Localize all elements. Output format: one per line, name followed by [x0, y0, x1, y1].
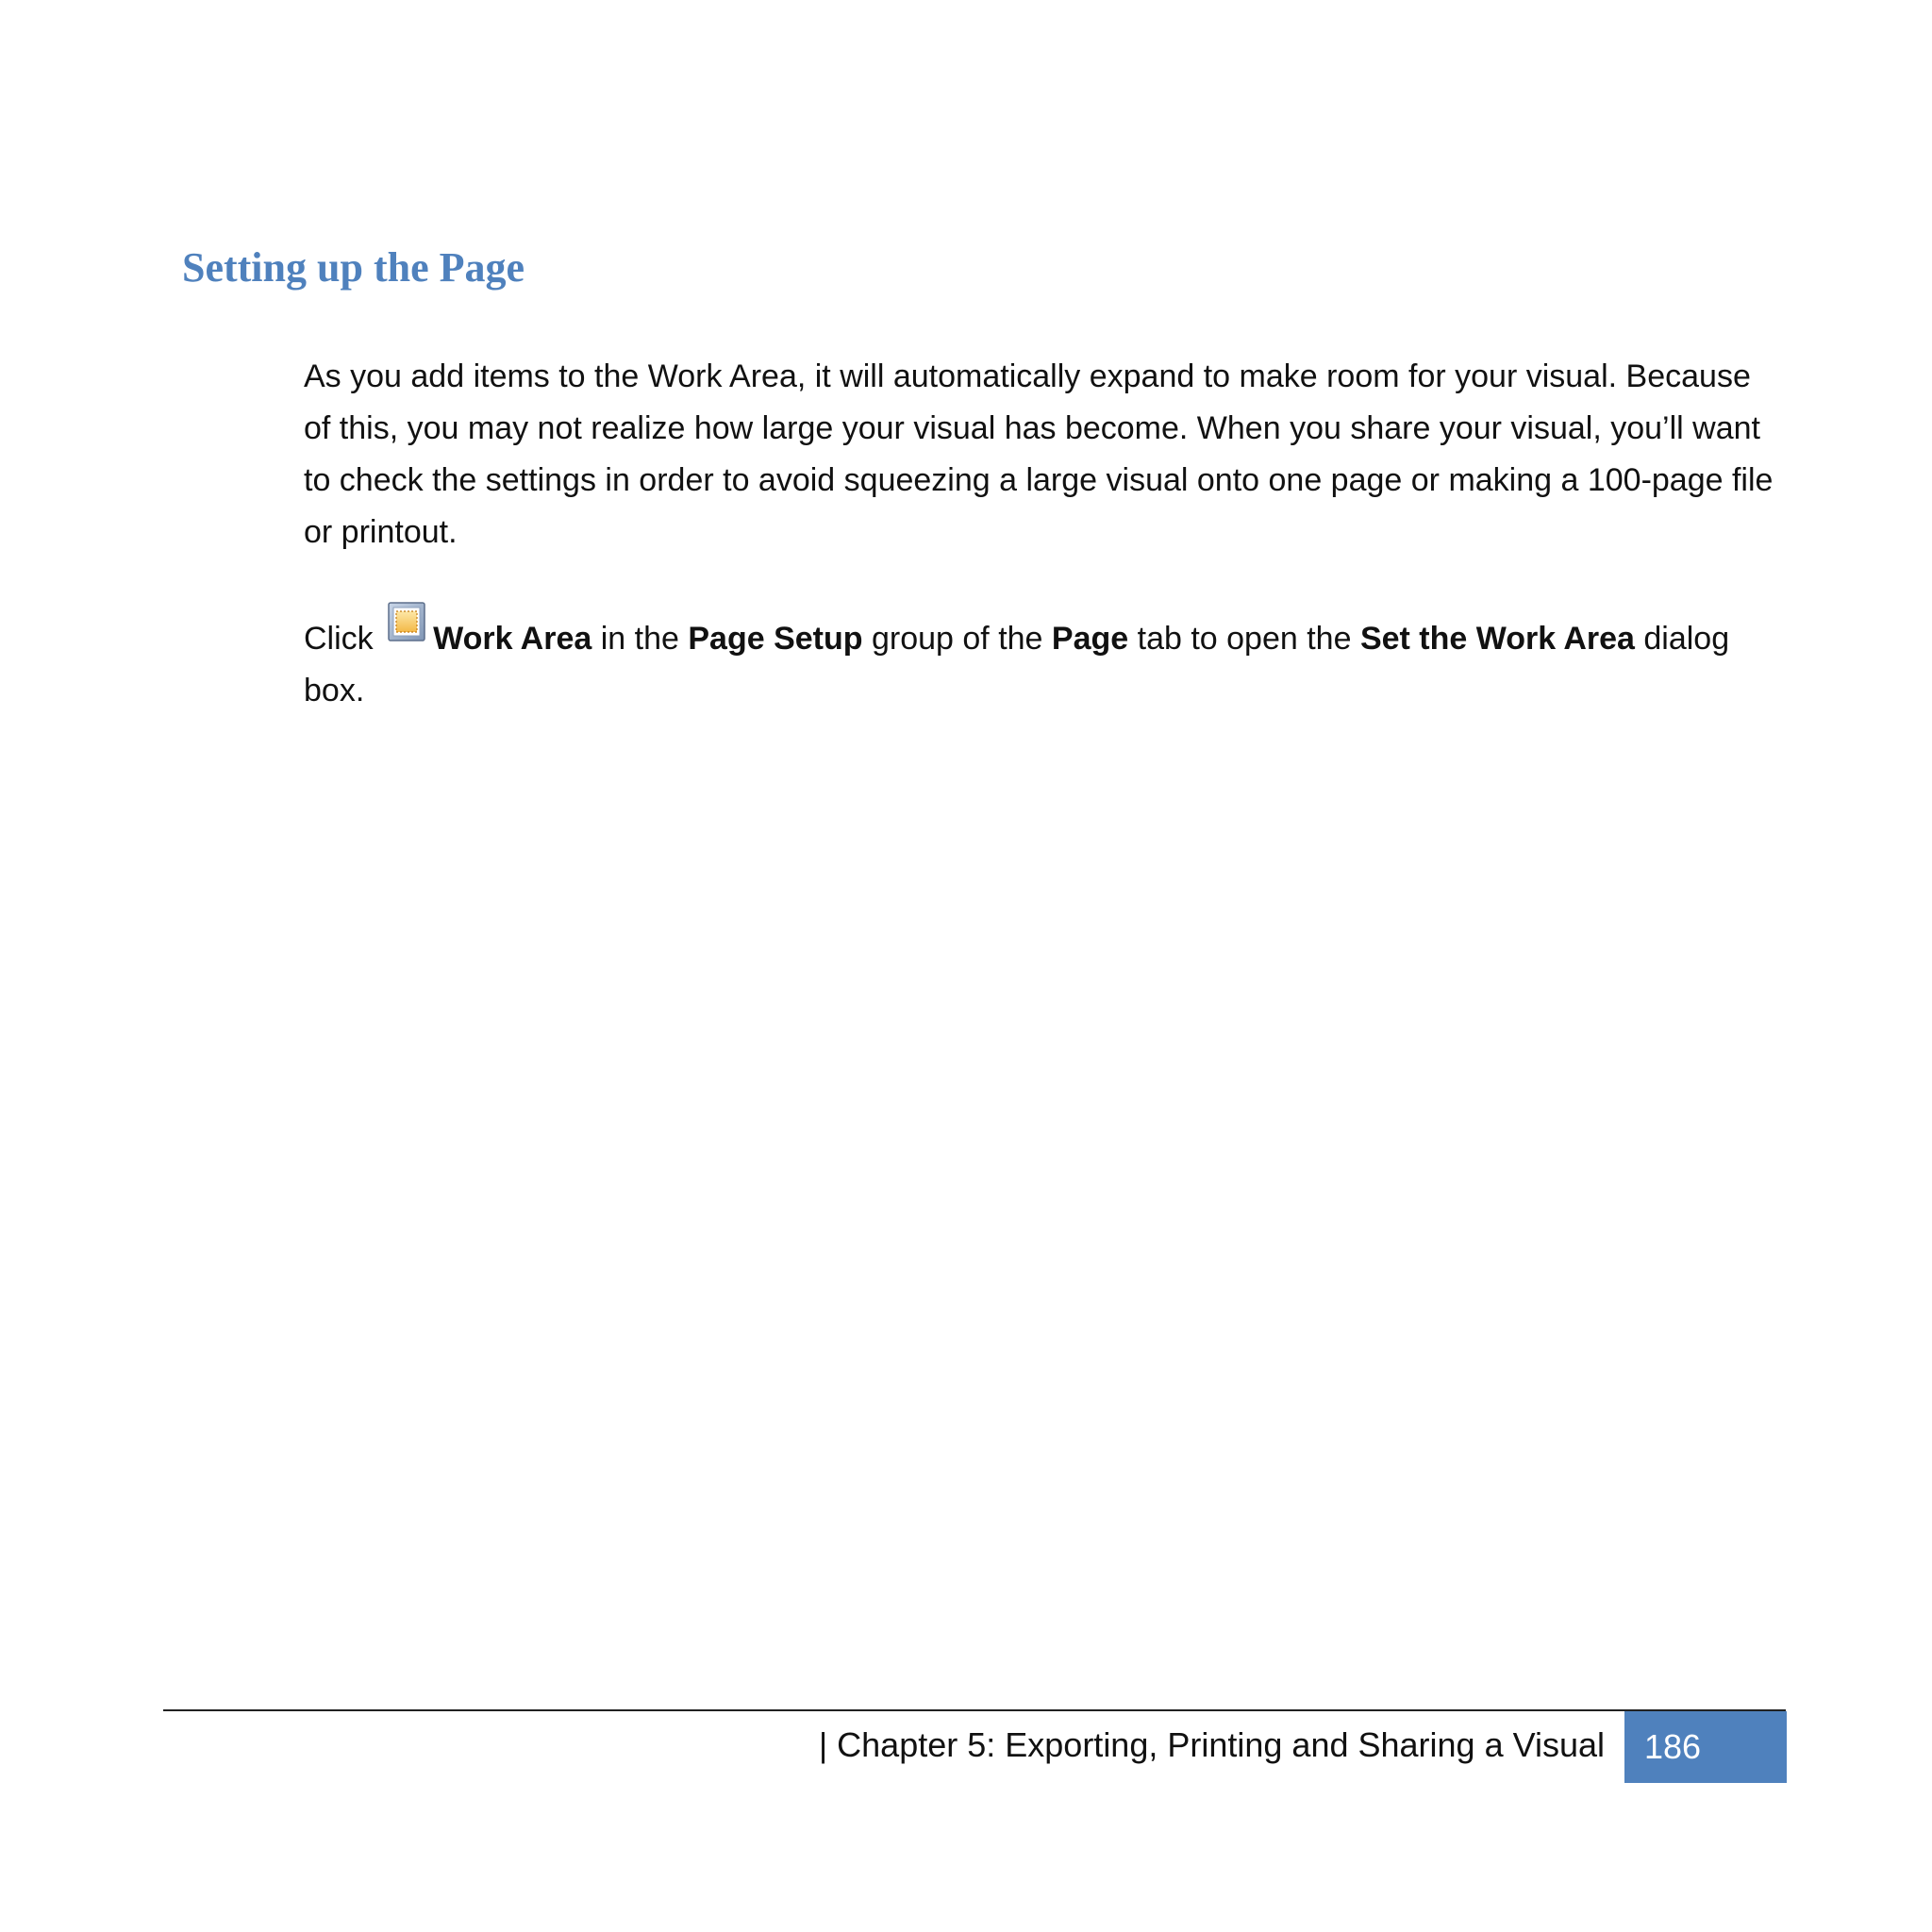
text-segment: group of the — [862, 621, 1052, 657]
page-number-badge — [1624, 1711, 1787, 1783]
footer-chapter-title: | Chapter 5: Exporting, Printing and Sharing a Visual — [818, 1725, 1605, 1764]
footer-divider — [163, 1709, 1786, 1711]
text-segment: Click — [304, 621, 383, 657]
text-segment: in the — [591, 621, 689, 657]
text-segment: tab to open the — [1128, 621, 1360, 657]
intro-paragraph: As you add items to the Work Area, it will automatically expand to make room for your visual. Because of this, you may not realize how large your visual has become. When you share your visual, you’ll want to check the settings in order to avoid squeezing a large visual onto one page or making a 100-page file or printout. — [304, 358, 1774, 550]
work-area-label: Work Area — [433, 621, 592, 657]
page-setup-label: Page Setup — [688, 621, 863, 657]
page-number: 186 — [1644, 1727, 1702, 1766]
text-segment: dialog box. — [304, 621, 1730, 708]
page-title: Setting up the Page — [182, 244, 525, 291]
work-area-icon — [388, 602, 425, 641]
instruction-paragraph — [304, 611, 1775, 717]
page-tab-label: Page — [1051, 621, 1129, 657]
dialog-name-label: Set the Work Area — [1359, 621, 1635, 657]
